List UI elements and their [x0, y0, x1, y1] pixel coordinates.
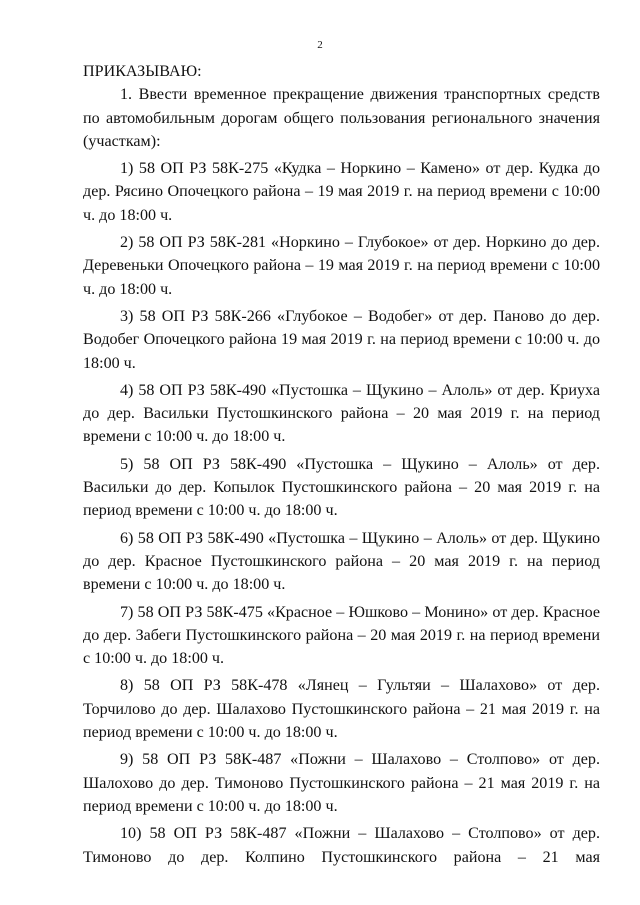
list-item-2: 2) 58 ОП РЗ 58К-281 «Норкино – Глубокое» от дер. Норкино до дер. Деревеньки Опочецкого района – 19 мая 2019 г. на период времени с 10:00 ч. до 18:00 ч. [83, 234, 600, 298]
list-item-8: 8) 58 ОП РЗ 58К-478 «Лянец – Гультяи – Шалахово» от дер. Торчилово до дер. Шалахово Пустошкинского района – 21 мая 2019 г. на период времени с 10:00 ч. до 18:00 ч. [83, 677, 600, 742]
list-item-5: 5) 58 ОП РЗ 58К-490 «Пустошка – Щукино – Алоль» от дер. Васильки до дер. Копылок Пустошкинского района – 20 мая 2019 г. на период времени с 10:00 ч. до 18:00 ч. [83, 455, 600, 520]
list-item-4: 4) 58 ОП РЗ 58К-490 «Пустошка – Щукино – Алоль» от дер. Криуха до дер. Васильки Пустошкинского района – 20 мая 2019 г. на период времени с 10:00 ч. до 18:00 ч. [83, 381, 600, 446]
list-item-3: 3) 58 ОП РЗ 58К-266 «Глубокое – Водобег» от дер. Паново до дер. Водобег Опочецкого района 19 мая 2019 г. на период времени с 10:00 ч. до 18:00 ч. [83, 307, 600, 372]
document-body [83, 60, 600, 873]
page-number: 2 [317, 39, 323, 51]
list-item-10: 10) 58 ОП РЗ 58К-487 «Пожни – Шалахово – Столпово» от дер. Тимоново до дер. Колпино Пустошкинского района – 21 мая [83, 825, 600, 866]
list-item-1: 1) 58 ОП РЗ 58К-275 «Кудка – Норкино – Камено» от дер. Кудка до дер. Рясино Опочецкого района – 19 мая 2019 г. на период времени с 10:00 ч. до 18:00 ч. [83, 160, 600, 224]
order-heading: ПРИКАЗЫВАЮ: [83, 63, 202, 80]
list-item-9: 9) 58 ОП РЗ 58К-487 «Пожни – Шалахово – Столпово» от дер. Шалохово до дер. Тимоново Пустошкинского района – 21 мая 2019 г. на период времени с 10:00 ч. до 18:00 ч. [83, 751, 600, 815]
list-item-6: 6) 58 ОП РЗ 58К-490 «Пустошка – Щукино – Алоль» от дер. Щукино до дер. Красное Пустошкинского района – 20 мая 2019 г. на период времени с 10:00 ч. до 18:00 ч. [83, 529, 600, 594]
list-item-7: 7) 58 ОП РЗ 58К-475 «Красное – Юшково – Монино» от дер. Красное до дер. Забеги Пустошкинского района – 20 мая 2019 г. на период времени с 10:00 ч. до 18:00 ч. [83, 603, 600, 668]
paragraph-1: 1. Ввести временное прекращение движения транспортных средств по автомобильным дорогам общего пользования регионального значения (участкам): [83, 86, 600, 150]
